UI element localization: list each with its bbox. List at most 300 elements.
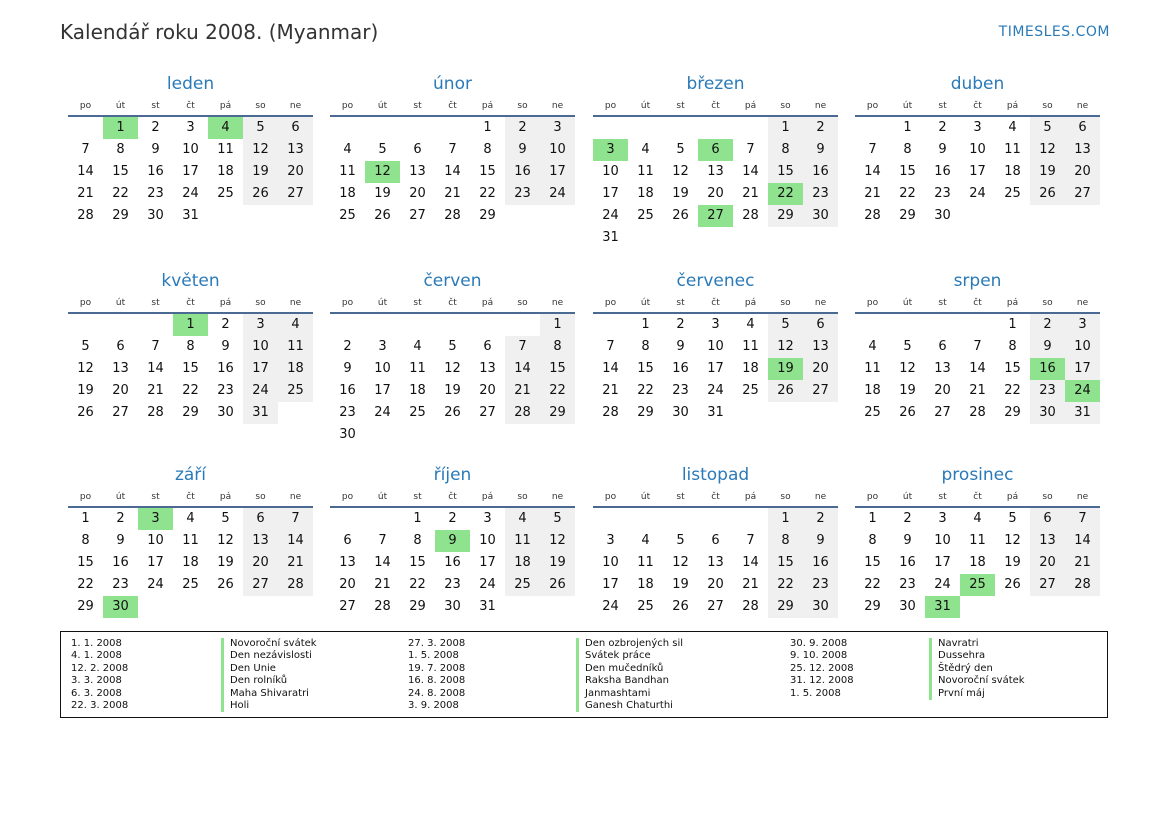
weekday-label: út (377, 492, 388, 502)
day-cell: 19 (1030, 161, 1065, 183)
weekday-label: út (902, 298, 913, 308)
day-cell: 3 (186, 120, 195, 135)
weekday-label: pá (744, 101, 757, 111)
empty-cell (138, 314, 173, 336)
day-cell: 9 (676, 339, 685, 354)
day-cell: 7 (606, 339, 615, 354)
day-cell: 3 (938, 511, 947, 526)
weekday-label: st (676, 298, 685, 308)
month-12 (855, 464, 1100, 618)
day-cell: 26 (672, 599, 689, 614)
day-cell: 28 (374, 599, 391, 614)
empty-cell (365, 424, 400, 446)
empty-cell (1065, 596, 1100, 618)
day-cell: 9 (343, 361, 352, 376)
day-cell: 18 (637, 577, 654, 592)
empty-cell (960, 314, 995, 336)
legend-entry: Novoroční svátek (221, 638, 317, 650)
day-cell: 2 (448, 511, 457, 526)
day-cell: 6 (278, 117, 313, 139)
legend-entry: Štědrý den (929, 663, 1025, 675)
day-cell: 9 (505, 139, 540, 161)
day-cell: 27 (707, 599, 724, 614)
day-cell: 24 (374, 405, 391, 420)
day-cell: 10 (707, 339, 724, 354)
holiday-day: 9 (435, 530, 470, 552)
empty-cell (628, 227, 663, 249)
day-cell: 28 (444, 208, 461, 223)
month-name: listopad (681, 465, 750, 485)
brand-link[interactable]: TIMESLES.COM (998, 24, 1110, 40)
month-6 (330, 270, 575, 446)
day-cell: 23 (505, 183, 540, 205)
day-cell: 11 (505, 530, 540, 552)
month-name: duben (950, 74, 1005, 94)
day-grid (593, 314, 838, 424)
day-cell: 12 (217, 533, 234, 548)
day-cell: 21 (742, 577, 759, 592)
day-cell: 23 (444, 577, 461, 592)
day-cell: 17 (540, 161, 575, 183)
day-cell: 21 (374, 577, 391, 592)
day-cell: 24 (969, 186, 986, 201)
legend-entry: 12. 2. 2008 (71, 662, 129, 674)
weekday-label: po (79, 298, 92, 308)
day-cell: 28 (864, 208, 881, 223)
empty-cell (470, 424, 505, 446)
weekday-label: so (255, 101, 266, 111)
day-cell: 22 (1004, 383, 1021, 398)
day-cell: 9 (938, 142, 947, 157)
day-cell: 7 (1065, 508, 1100, 530)
day-cell: 29 (540, 402, 575, 424)
empty-cell (698, 227, 733, 249)
day-cell: 6 (711, 533, 720, 548)
empty-cell (365, 314, 400, 336)
weekday-label: čt (448, 492, 457, 502)
weekday-label: st (151, 492, 160, 502)
day-cell: 16 (803, 161, 838, 183)
day-cell: 13 (803, 336, 838, 358)
weekday-label: po (604, 298, 617, 308)
day-cell: 28 (742, 599, 759, 614)
legend-entry: Janmashtami (576, 688, 683, 700)
day-cell: 3 (378, 339, 387, 354)
day-cell: 4 (278, 314, 313, 336)
day-cell: 14 (864, 164, 881, 179)
month-name: leden (166, 74, 215, 94)
empty-cell (733, 227, 768, 249)
weekday-label: so (517, 101, 528, 111)
weekday-label: st (676, 101, 685, 111)
day-cell: 30 (1030, 402, 1065, 424)
legend-entry: 1. 5. 2008 (408, 650, 459, 662)
day-cell: 7 (378, 533, 387, 548)
weekday-header (68, 97, 313, 117)
day-cell: 14 (742, 555, 759, 570)
day-cell: 8 (768, 139, 803, 161)
day-cell: 13 (339, 555, 356, 570)
weekday-label: st (413, 298, 422, 308)
day-cell: 2 (903, 511, 912, 526)
empty-cell (243, 596, 278, 618)
day-cell: 1 (868, 511, 877, 526)
day-cell: 12 (672, 164, 689, 179)
weekday-label: pá (1006, 101, 1019, 111)
empty-cell (540, 596, 575, 618)
day-cell: 20 (803, 358, 838, 380)
day-cell: 22 (77, 577, 94, 592)
day-cell: 27 (479, 405, 496, 420)
month-name: srpen (953, 271, 1002, 291)
day-cell: 16 (934, 164, 951, 179)
empty-cell (505, 424, 540, 446)
day-cell: 19 (672, 577, 689, 592)
day-cell: 3 (483, 511, 492, 526)
weekday-label: so (255, 298, 266, 308)
day-cell: 24 (934, 577, 951, 592)
weekday-label: pá (219, 101, 232, 111)
day-cell: 22 (112, 186, 129, 201)
day-cell: 17 (374, 383, 391, 398)
day-cell: 24 (243, 380, 278, 402)
day-cell: 25 (742, 383, 759, 398)
day-cell: 26 (77, 405, 94, 420)
legend-entry: Dussehra (929, 650, 1025, 662)
day-cell: 25 (1004, 186, 1021, 201)
page-title: Kalendář roku 2008. (Myanmar) (60, 20, 379, 44)
day-cell: 24 (707, 383, 724, 398)
day-cell: 22 (768, 574, 803, 596)
day-cell: 5 (540, 508, 575, 530)
month-1 (68, 73, 313, 227)
day-cell: 30 (339, 427, 356, 442)
weekday-label: so (517, 492, 528, 502)
weekday-label: pá (481, 101, 494, 111)
legend-entry: Raksha Bandhan (576, 675, 683, 687)
holiday-day: 27 (698, 205, 733, 227)
empty-cell (995, 596, 1030, 618)
day-grid (330, 314, 575, 446)
weekday-label: čt (186, 101, 195, 111)
weekday-label: út (377, 101, 388, 111)
day-cell: 26 (217, 577, 234, 592)
day-cell: 10 (540, 139, 575, 161)
empty-cell (278, 596, 313, 618)
month-name: září (174, 465, 207, 485)
day-cell: 25 (505, 574, 540, 596)
weekday-label: ne (289, 101, 302, 111)
empty-cell (330, 314, 365, 336)
day-cell: 8 (768, 530, 803, 552)
day-cell: 26 (768, 380, 803, 402)
day-cell: 14 (969, 361, 986, 376)
weekday-label: so (780, 101, 791, 111)
month-9 (68, 464, 313, 618)
day-cell: 12 (672, 555, 689, 570)
day-cell: 20 (409, 186, 426, 201)
day-cell: 30 (803, 596, 838, 618)
day-cell: 28 (969, 405, 986, 420)
day-cell: 8 (868, 533, 877, 548)
day-cell: 20 (934, 383, 951, 398)
weekday-label: ne (814, 298, 827, 308)
day-cell: 6 (483, 339, 492, 354)
empty-cell (435, 314, 470, 336)
day-cell: 7 (278, 508, 313, 530)
day-cell: 13 (278, 139, 313, 161)
day-cell: 13 (479, 361, 496, 376)
empty-cell (400, 424, 435, 446)
legend-entry: Holi (221, 700, 317, 712)
weekday-label: so (1042, 298, 1053, 308)
empty-cell (505, 205, 540, 227)
day-cell: 29 (768, 205, 803, 227)
day-cell: 24 (602, 208, 619, 223)
weekday-label: ne (551, 298, 564, 308)
weekday-label: so (780, 492, 791, 502)
month-name: únor (433, 74, 472, 94)
day-cell: 2 (1030, 314, 1065, 336)
day-cell: 14 (1065, 530, 1100, 552)
weekday-label: ne (1076, 492, 1089, 502)
day-cell: 7 (868, 142, 877, 157)
empty-cell (400, 117, 435, 139)
day-cell: 14 (742, 164, 759, 179)
day-cell: 13 (707, 164, 724, 179)
day-cell: 5 (1030, 117, 1065, 139)
day-cell: 11 (969, 533, 986, 548)
day-cell: 18 (278, 358, 313, 380)
day-cell: 22 (864, 577, 881, 592)
day-cell: 18 (742, 361, 759, 376)
day-cell: 15 (182, 361, 199, 376)
weekday-header (68, 488, 313, 508)
day-cell: 27 (1065, 183, 1100, 205)
day-cell: 14 (374, 555, 391, 570)
weekday-label: ne (289, 492, 302, 502)
day-cell: 1 (768, 117, 803, 139)
day-cell: 7 (505, 336, 540, 358)
day-cell: 8 (903, 142, 912, 157)
day-cell: 21 (147, 383, 164, 398)
day-cell: 5 (1008, 511, 1017, 526)
weekday-label: út (377, 298, 388, 308)
day-cell: 29 (899, 208, 916, 223)
day-cell: 6 (1065, 117, 1100, 139)
day-cell: 20 (339, 577, 356, 592)
day-cell: 16 (444, 555, 461, 570)
legend-entry: Maha Shivaratri (221, 688, 317, 700)
empty-cell (995, 205, 1030, 227)
day-cell: 25 (339, 208, 356, 223)
day-cell: 9 (803, 530, 838, 552)
day-cell: 5 (676, 142, 685, 157)
empty-cell (103, 314, 138, 336)
day-cell: 31 (707, 405, 724, 420)
day-cell: 30 (934, 208, 951, 223)
day-cell: 16 (505, 161, 540, 183)
weekday-label: ne (1076, 101, 1089, 111)
weekday-label: čt (448, 298, 457, 308)
legend-entry: Ganesh Chaturthi (576, 700, 683, 712)
day-cell: 21 (969, 383, 986, 398)
day-cell: 23 (339, 405, 356, 420)
empty-cell (435, 117, 470, 139)
day-cell: 15 (768, 552, 803, 574)
day-cell: 21 (1065, 552, 1100, 574)
day-cell: 16 (147, 164, 164, 179)
weekday-label: ne (551, 492, 564, 502)
day-cell: 18 (505, 552, 540, 574)
empty-cell (1030, 205, 1065, 227)
weekday-label: út (640, 101, 651, 111)
month-name: květen (161, 271, 220, 291)
day-cell: 5 (676, 533, 685, 548)
weekday-label: pá (219, 492, 232, 502)
empty-cell (890, 314, 925, 336)
day-cell: 15 (637, 361, 654, 376)
day-cell: 20 (112, 383, 129, 398)
empty-cell (208, 596, 243, 618)
day-grid (330, 117, 575, 227)
day-cell: 29 (182, 405, 199, 420)
day-cell: 6 (413, 142, 422, 157)
holiday-day: 22 (768, 183, 803, 205)
day-cell: 27 (112, 405, 129, 420)
legend-entry: 25. 12. 2008 (790, 662, 854, 674)
weekday-label: čt (186, 298, 195, 308)
day-cell: 24 (479, 577, 496, 592)
day-grid (593, 508, 838, 618)
day-cell: 16 (803, 552, 838, 574)
empty-cell (628, 117, 663, 139)
day-cell: 15 (77, 555, 94, 570)
empty-cell (803, 402, 838, 424)
day-cell: 19 (899, 383, 916, 398)
empty-cell (960, 205, 995, 227)
day-cell: 18 (217, 164, 234, 179)
day-cell: 15 (479, 164, 496, 179)
empty-cell (1065, 205, 1100, 227)
day-cell: 21 (278, 552, 313, 574)
empty-cell (68, 117, 103, 139)
day-cell: 15 (112, 164, 129, 179)
day-cell: 19 (243, 161, 278, 183)
day-cell: 1 (903, 120, 912, 135)
day-cell: 19 (217, 555, 234, 570)
day-cell: 3 (243, 314, 278, 336)
day-cell: 23 (147, 186, 164, 201)
day-cell: 8 (116, 142, 125, 157)
day-cell: 1 (81, 511, 90, 526)
holiday-day: 1 (173, 314, 208, 336)
empty-cell (803, 227, 838, 249)
weekday-label: čt (711, 298, 720, 308)
holiday-day: 25 (960, 574, 995, 596)
day-grid (68, 508, 313, 618)
day-cell: 12 (768, 336, 803, 358)
day-cell: 4 (746, 317, 755, 332)
day-cell: 14 (602, 361, 619, 376)
day-cell: 5 (768, 314, 803, 336)
day-cell: 25 (637, 599, 654, 614)
day-cell: 12 (540, 530, 575, 552)
day-cell: 29 (864, 599, 881, 614)
day-cell: 30 (899, 599, 916, 614)
day-cell: 1 (540, 314, 575, 336)
day-cell: 26 (374, 208, 391, 223)
day-cell: 14 (147, 361, 164, 376)
empty-cell (1030, 596, 1065, 618)
day-cell: 4 (641, 533, 650, 548)
weekday-header (855, 294, 1100, 314)
day-cell: 13 (934, 361, 951, 376)
day-grid (855, 314, 1100, 424)
day-cell: 8 (1008, 339, 1017, 354)
weekday-label: so (1042, 101, 1053, 111)
day-cell: 22 (540, 380, 575, 402)
weekday-header (330, 294, 575, 314)
legend-entry: Den mučedníků (576, 663, 683, 675)
day-cell: 11 (217, 142, 234, 157)
empty-cell (733, 508, 768, 530)
day-cell: 12 (1030, 139, 1065, 161)
weekday-label: pá (1006, 298, 1019, 308)
day-cell: 10 (602, 164, 619, 179)
holiday-day: 1 (103, 117, 138, 139)
day-cell: 2 (505, 117, 540, 139)
day-cell: 7 (81, 142, 90, 157)
day-cell: 5 (81, 339, 90, 354)
day-cell: 5 (448, 339, 457, 354)
day-cell: 15 (864, 555, 881, 570)
day-cell: 11 (637, 555, 654, 570)
weekday-label: čt (973, 298, 982, 308)
legend-entry: 24. 8. 2008 (408, 687, 466, 699)
weekday-label: čt (448, 101, 457, 111)
day-cell: 22 (409, 577, 426, 592)
empty-cell (330, 117, 365, 139)
day-cell: 27 (243, 574, 278, 596)
weekday-label: pá (744, 492, 757, 502)
day-cell: 20 (707, 186, 724, 201)
day-grid (330, 508, 575, 618)
empty-cell (593, 508, 628, 530)
day-cell: 23 (803, 183, 838, 205)
day-cell: 20 (1065, 161, 1100, 183)
day-cell: 10 (969, 142, 986, 157)
day-grid (593, 117, 838, 249)
weekday-label: ne (551, 101, 564, 111)
day-cell: 12 (444, 361, 461, 376)
holiday-day: 24 (1065, 380, 1100, 402)
day-cell: 14 (444, 164, 461, 179)
day-cell: 27 (278, 183, 313, 205)
day-cell: 29 (768, 596, 803, 618)
day-cell: 9 (1030, 336, 1065, 358)
weekday-label: so (780, 298, 791, 308)
day-cell: 28 (147, 405, 164, 420)
empty-cell (768, 227, 803, 249)
day-cell: 31 (182, 208, 199, 223)
empty-cell (278, 205, 313, 227)
legend-entry: Den Unie (221, 663, 317, 675)
weekday-label: st (413, 492, 422, 502)
empty-cell (960, 596, 995, 618)
empty-cell (505, 596, 540, 618)
day-cell: 6 (1030, 508, 1065, 530)
